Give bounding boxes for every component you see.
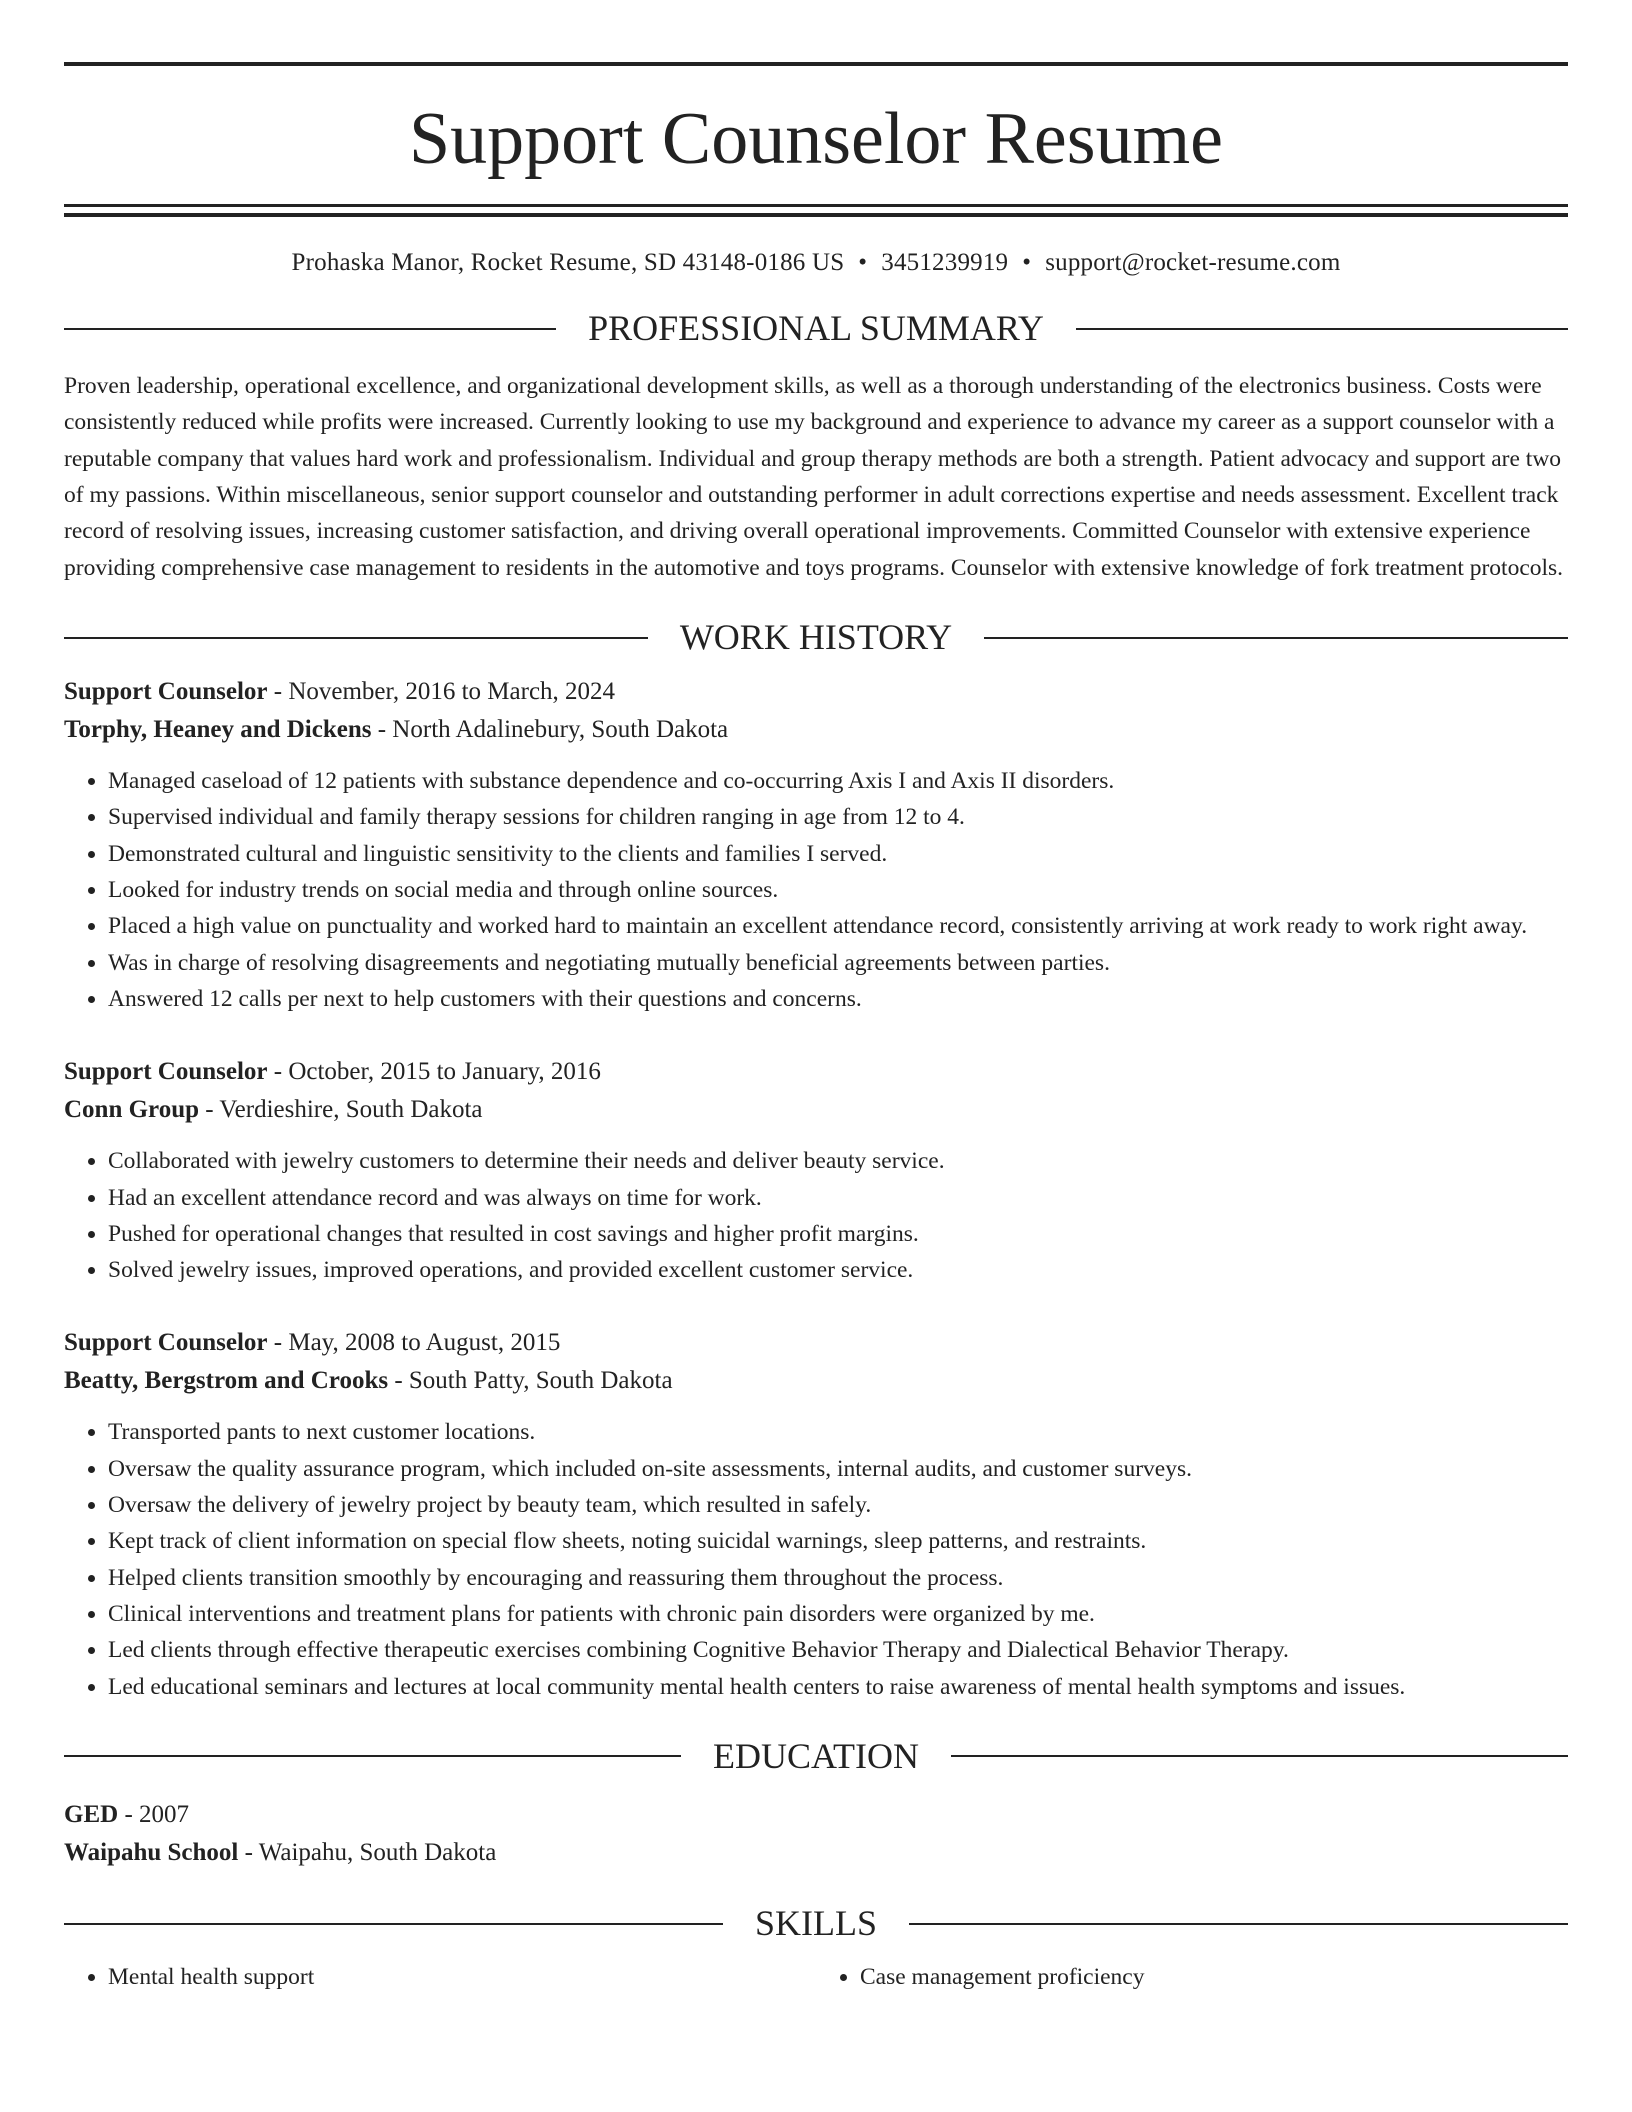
skills-list-right bbox=[816, 1959, 1568, 1995]
job-bullet: • Oversaw the delivery of jewelry project by beauty team, which resulted in safely. bbox=[108, 1487, 1568, 1523]
job-bullet: • Solved jewelry issues, improved operations, and provided excellent customer service. bbox=[108, 1252, 1568, 1288]
job-title-line bbox=[64, 1053, 1568, 1091]
job-bullet: • Supervised individual and family therapy sessions for children ranging in age from 12 to 4. bbox=[108, 799, 1568, 835]
job-bullet: • Led educational seminars and lectures at local community mental health centers to raise awareness of mental health symptoms and issues. bbox=[108, 1669, 1568, 1705]
job-title-line bbox=[64, 1324, 1568, 1362]
job-location: - South Patty, South Dakota bbox=[388, 1367, 673, 1395]
job-title: Support Counselor bbox=[64, 1058, 268, 1086]
job-company: Conn Group bbox=[64, 1096, 200, 1124]
heading-rule bbox=[984, 637, 1568, 639]
section-heading-skills bbox=[64, 1902, 1568, 1945]
job-company-line bbox=[64, 711, 1568, 749]
job-dates: - October, 2015 to January, 2016 bbox=[267, 1058, 601, 1086]
job-bullet: • Transported pants to next customer locations. bbox=[108, 1414, 1568, 1450]
job-bullet: • Managed caseload of 12 patients with substance dependence and co-occurring Axis I and Axis II disorders. bbox=[108, 763, 1568, 799]
education-degree: GED bbox=[64, 1800, 119, 1828]
job-bullets bbox=[64, 1414, 1568, 1704]
section-heading-work bbox=[64, 616, 1568, 659]
job-bullet: • Led clients through effective therapeutic exercises combining Cognitive Behavior Therapy and Dialectical Behavior Therapy. bbox=[108, 1632, 1568, 1668]
job-bullets bbox=[64, 763, 1568, 1017]
heading-rule bbox=[64, 637, 648, 639]
job-bullet: • Looked for industry trends on social media and through online sources. bbox=[108, 872, 1568, 908]
education-heading: EDUCATION bbox=[713, 1735, 919, 1776]
job-dates: - May, 2008 to August, 2015 bbox=[267, 1329, 561, 1357]
education-location: - Waipahu, South Dakota bbox=[238, 1838, 497, 1866]
education-degree-line bbox=[64, 1796, 1568, 1834]
job-company: Torphy, Heaney and Dickens bbox=[64, 716, 372, 744]
skills-heading: SKILLS bbox=[755, 1902, 878, 1943]
job-bullet: • Collaborated with jewelry customers to determine their needs and deliver beauty service. bbox=[108, 1143, 1568, 1179]
heading-rule bbox=[951, 1755, 1568, 1757]
section-heading-education bbox=[64, 1735, 1568, 1778]
job-company-line bbox=[64, 1091, 1568, 1129]
job-entry bbox=[64, 1324, 1568, 1704]
heading-rule bbox=[64, 1923, 723, 1925]
work-heading: WORK HISTORY bbox=[679, 616, 953, 657]
education-school: Waipahu School bbox=[64, 1838, 239, 1866]
education-school-line bbox=[64, 1834, 1568, 1872]
heading-rule bbox=[64, 328, 556, 330]
heading-rule bbox=[64, 1755, 681, 1757]
job-bullet: • Was in charge of resolving disagreements and negotiating mutually beneficial agreements between parties. bbox=[108, 945, 1568, 981]
contact-separator: • bbox=[1022, 249, 1032, 276]
job-bullet: • Oversaw the quality assurance program, which included on-site assessments, internal audits, and customer surveys. bbox=[108, 1451, 1568, 1487]
skill-item: • Mental health support bbox=[108, 1959, 816, 1995]
contact-separator: • bbox=[858, 249, 868, 276]
heading-rule bbox=[1076, 328, 1568, 330]
job-location: - Verdieshire, South Dakota bbox=[199, 1096, 483, 1124]
job-bullet: • Had an excellent attendance record and was always on time for work. bbox=[108, 1180, 1568, 1216]
job-dates: - November, 2016 to March, 2024 bbox=[267, 678, 616, 706]
job-bullet: • Answered 12 calls per next to help customers with their questions and concerns. bbox=[108, 981, 1568, 1017]
contact-line bbox=[64, 249, 1568, 277]
education-year: - 2007 bbox=[118, 1800, 190, 1828]
job-bullets bbox=[64, 1143, 1568, 1288]
top-rule bbox=[64, 62, 1568, 66]
page-title: Support Counselor Resume bbox=[409, 98, 1223, 180]
title-double-rule bbox=[64, 204, 1568, 217]
job-company-line bbox=[64, 1362, 1568, 1400]
contact-address: Prohaska Manor, Rocket Resume, SD 43148-0186 US bbox=[291, 249, 845, 276]
work-history-list bbox=[64, 673, 1568, 1705]
section-heading-summary bbox=[64, 307, 1568, 350]
job-bullet: • Helped clients transition smoothly by encouraging and reassuring them throughout the process. bbox=[108, 1560, 1568, 1596]
skills-list-left bbox=[64, 1959, 816, 1995]
resume-page bbox=[64, 0, 1568, 1995]
heading-rule bbox=[909, 1923, 1568, 1925]
skill-item: • Case management proficiency bbox=[860, 1959, 1568, 1995]
job-title-line bbox=[64, 673, 1568, 711]
job-bullet: • Clinical interventions and treatment plans for patients with chronic pain disorders were organized by me. bbox=[108, 1596, 1568, 1632]
education-entry bbox=[64, 1796, 1568, 1872]
job-bullet: • Demonstrated cultural and linguistic sensitivity to the clients and families I served. bbox=[108, 836, 1568, 872]
job-bullet: • Kept track of client information on special flow sheets, noting suicidal warnings, sleep patterns, and restraints. bbox=[108, 1523, 1568, 1559]
summary-text: Proven leadership, operational excellence, and organizational development skills, as well as a thorough understanding of the electronics business. Costs were consistently reduced while profits were increased. Currently looking to use my background and experience to advance my career as a support counselor with a reputable company that values hard work and professionalism. Individual and group therapy methods are both a strength. Patient advocacy and support are two of my passions. Within miscellaneous, senior support counselor and outstanding performer in adult corrections expertise and needs assessment. Excellent track record of resolving issues, increasing customer satisfaction, and driving overall operational improvements. Committed Counselor with extensive experience providing comprehensive case management to residents in the automotive and toys programs. Counselor with extensive knowledge of fork treatment protocols. bbox=[64, 373, 1564, 581]
job-company: Beatty, Bergstrom and Crooks bbox=[64, 1367, 389, 1395]
job-title: Support Counselor bbox=[64, 678, 268, 706]
job-entry bbox=[64, 673, 1568, 1017]
contact-phone: 3451239919 bbox=[881, 249, 1009, 276]
job-entry bbox=[64, 1053, 1568, 1288]
skills-columns bbox=[64, 1959, 1568, 1995]
job-bullet: • Pushed for operational changes that resulted in cost savings and higher profit margins. bbox=[108, 1216, 1568, 1252]
job-location: - North Adalinebury, South Dakota bbox=[371, 716, 729, 744]
job-title: Support Counselor bbox=[64, 1329, 268, 1357]
job-bullet: • Placed a high value on punctuality and worked hard to maintain an excellent attendance record, consistently arriving at work ready to work right away. bbox=[108, 908, 1568, 944]
contact-email: support@rocket-resume.com bbox=[1045, 249, 1341, 276]
summary-heading: PROFESSIONAL SUMMARY bbox=[588, 308, 1044, 348]
